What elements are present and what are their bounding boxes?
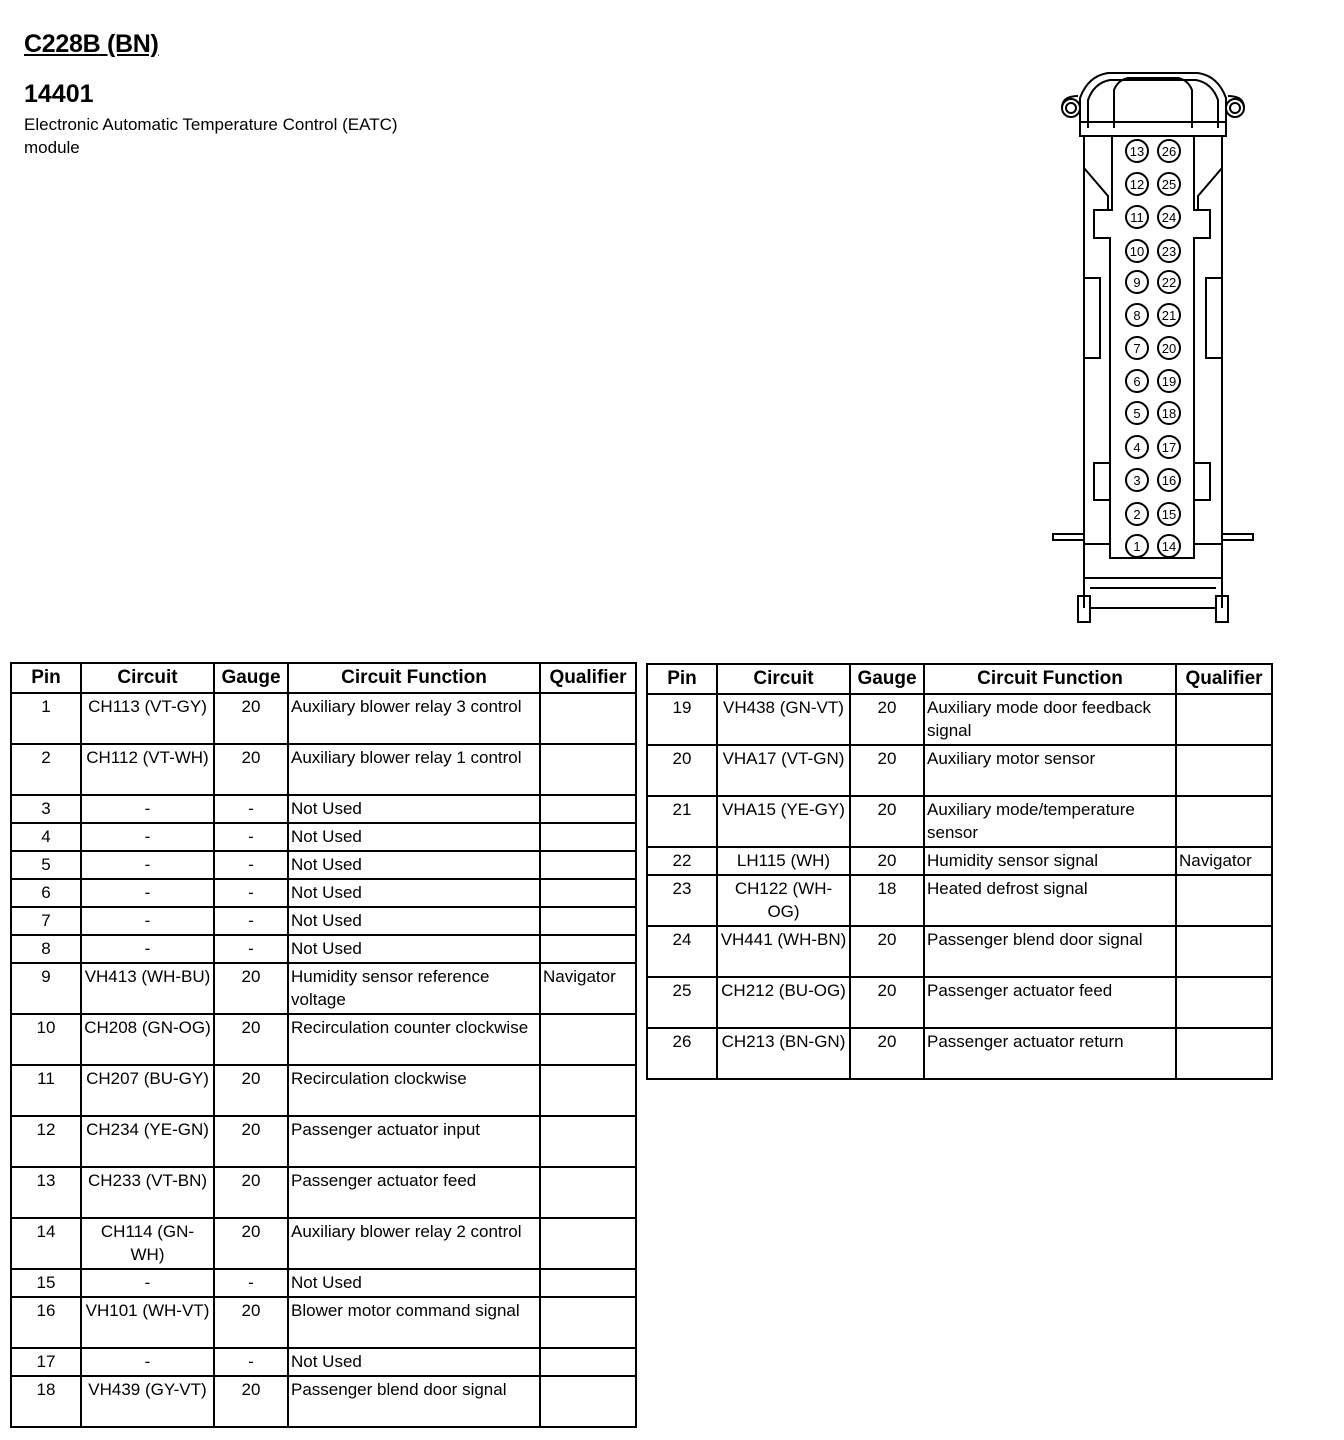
- qualifier-cell: [540, 907, 636, 935]
- qualifier-cell: [540, 851, 636, 879]
- table-row: [647, 977, 1272, 1028]
- pin-cavity-18: [1158, 402, 1180, 424]
- header-qualifier: Qualifier: [540, 663, 636, 693]
- pin-cell: 23: [647, 875, 717, 926]
- pin-cavity-23: [1158, 240, 1180, 262]
- circuit-cell: CH122 (WH-OG): [717, 875, 850, 926]
- header-pin: Pin: [11, 663, 81, 693]
- pin-cavity-16: [1158, 469, 1180, 491]
- component-description: Electronic Automatic Temperature Control (EATC) module: [24, 115, 398, 157]
- circuit-function-cell: Not Used: [288, 795, 540, 823]
- svg-text:10: 10: [1129, 244, 1145, 259]
- table-row: [647, 694, 1272, 745]
- gauge-cell: -: [214, 823, 288, 851]
- connector-face-diagram: [1048, 68, 1258, 630]
- pin-cavity-22: [1158, 271, 1180, 293]
- header-gauge: Gauge: [214, 663, 288, 693]
- circuit-cell: VH438 (GN-VT): [717, 694, 850, 745]
- pin-cavity-9: [1126, 271, 1148, 293]
- gauge-cell: -: [214, 879, 288, 907]
- circuit-cell: CH213 (BN-GN): [717, 1028, 850, 1079]
- pin-cell: 10: [11, 1014, 81, 1065]
- table-row: [11, 1376, 636, 1427]
- header-qualifier: Qualifier: [1176, 664, 1272, 694]
- qualifier-cell: [1176, 875, 1272, 926]
- qualifier-cell: [540, 935, 636, 963]
- pin-cavity-3: [1126, 469, 1148, 491]
- circuit-cell: -: [81, 879, 214, 907]
- gauge-cell: -: [214, 907, 288, 935]
- circuit-cell: -: [81, 935, 214, 963]
- pin-cell: 21: [647, 796, 717, 847]
- circuit-cell: CH208 (GN-OG): [81, 1014, 214, 1065]
- table-header-row: [647, 664, 1272, 694]
- table-row: [11, 935, 636, 963]
- circuit-cell: -: [81, 795, 214, 823]
- pin-cell: 5: [11, 851, 81, 879]
- gauge-cell: 20: [214, 1376, 288, 1427]
- circuit-cell: CH112 (VT-WH): [81, 744, 214, 795]
- svg-text:26: 26: [1161, 144, 1177, 159]
- pin-cell: 19: [647, 694, 717, 745]
- qualifier-cell: [1176, 796, 1272, 847]
- circuit-function-cell: Auxiliary mode/temperature sensor: [924, 796, 1176, 847]
- qualifier-cell: [540, 693, 636, 744]
- table-row: [11, 693, 636, 744]
- header-circuit-function: Circuit Function: [924, 664, 1176, 694]
- table-row: [647, 875, 1272, 926]
- gauge-cell: 20: [850, 694, 924, 745]
- circuit-function-cell: Not Used: [288, 823, 540, 851]
- svg-text:3: 3: [1133, 473, 1141, 488]
- table-row: [11, 879, 636, 907]
- gauge-cell: -: [214, 851, 288, 879]
- table-row: [11, 1167, 636, 1218]
- qualifier-cell: [540, 1014, 636, 1065]
- qualifier-cell: [1176, 745, 1272, 796]
- header-pin: Pin: [647, 664, 717, 694]
- pin-cavity-26: [1158, 140, 1180, 162]
- svg-text:23: 23: [1161, 244, 1177, 259]
- pin-cell: 13: [11, 1167, 81, 1218]
- pin-cavity-17: [1158, 436, 1180, 458]
- circuit-function-cell: Not Used: [288, 907, 540, 935]
- gauge-cell: 20: [214, 1297, 288, 1348]
- table-row: [11, 823, 636, 851]
- gauge-cell: 20: [214, 1065, 288, 1116]
- svg-text:14: 14: [1161, 539, 1177, 554]
- circuit-cell: VH439 (GY-VT): [81, 1376, 214, 1427]
- circuit-function-cell: Passenger actuator feed: [288, 1167, 540, 1218]
- circuit-function-cell: Auxiliary mode door feedback signal: [924, 694, 1176, 745]
- table-row: [11, 1116, 636, 1167]
- qualifier-cell: [1176, 926, 1272, 977]
- gauge-cell: 20: [214, 1167, 288, 1218]
- gauge-cell: -: [214, 935, 288, 963]
- svg-text:11: 11: [1130, 210, 1144, 225]
- svg-text:18: 18: [1161, 406, 1177, 421]
- gauge-cell: -: [214, 795, 288, 823]
- table-row: [11, 1065, 636, 1116]
- svg-text:4: 4: [1133, 440, 1141, 455]
- table-row: [11, 795, 636, 823]
- gauge-cell: 20: [214, 1014, 288, 1065]
- pin-cell: 1: [11, 693, 81, 744]
- pin-cavity-24: [1158, 206, 1180, 228]
- circuit-function-cell: Not Used: [288, 935, 540, 963]
- circuit-cell: LH115 (WH): [717, 847, 850, 875]
- pin-cell: 4: [11, 823, 81, 851]
- svg-text:22: 22: [1161, 275, 1177, 290]
- svg-text:9: 9: [1133, 275, 1141, 290]
- pin-cell: 12: [11, 1116, 81, 1167]
- header-gauge: Gauge: [850, 664, 924, 694]
- circuit-function-cell: Recirculation clockwise: [288, 1065, 540, 1116]
- svg-text:19: 19: [1161, 374, 1177, 389]
- circuit-cell: CH113 (VT-GY): [81, 693, 214, 744]
- pin-cell: 11: [11, 1065, 81, 1116]
- circuit-function-cell: Heated defrost signal: [924, 875, 1176, 926]
- circuit-cell: -: [81, 1348, 214, 1376]
- table-row: [11, 744, 636, 795]
- table-row: [11, 1348, 636, 1376]
- circuit-cell: CH233 (VT-BN): [81, 1167, 214, 1218]
- pin-cell: 9: [11, 963, 81, 1014]
- pin-cell: 14: [11, 1218, 81, 1269]
- gauge-cell: 20: [850, 926, 924, 977]
- circuit-function-cell: Auxiliary blower relay 1 control: [288, 744, 540, 795]
- qualifier-cell: [540, 1348, 636, 1376]
- pin-cell: 16: [11, 1297, 81, 1348]
- qualifier-cell: [1176, 977, 1272, 1028]
- gauge-cell: -: [214, 1348, 288, 1376]
- qualifier-cell: Navigator: [1176, 847, 1272, 875]
- pin-cavity-1: [1126, 535, 1148, 557]
- circuit-cell: VH441 (WH-BN): [717, 926, 850, 977]
- circuit-function-cell: Not Used: [288, 1269, 540, 1297]
- gauge-cell: 20: [850, 977, 924, 1028]
- circuit-function-cell: Passenger actuator return: [924, 1028, 1176, 1079]
- pin-cavity-2: [1126, 503, 1148, 525]
- svg-text:1: 1: [1133, 539, 1141, 554]
- pin-cavity-7: [1126, 337, 1148, 359]
- circuit-cell: VH413 (WH-BU): [81, 963, 214, 1014]
- circuit-function-cell: Auxiliary blower relay 3 control: [288, 693, 540, 744]
- pinout-table-left: [10, 662, 637, 1428]
- circuit-cell: -: [81, 907, 214, 935]
- pin-cell: 8: [11, 935, 81, 963]
- qualifier-cell: [540, 1065, 636, 1116]
- circuit-cell: -: [81, 851, 214, 879]
- pin-cell: 17: [11, 1348, 81, 1376]
- table-row: [11, 851, 636, 879]
- gauge-cell: 20: [214, 1116, 288, 1167]
- qualifier-cell: [540, 1116, 636, 1167]
- circuit-function-cell: Auxiliary blower relay 2 control: [288, 1218, 540, 1269]
- pin-cavity-25: [1158, 173, 1180, 195]
- svg-text:24: 24: [1161, 210, 1177, 225]
- pin-cavity-11: [1126, 206, 1148, 228]
- circuit-cell: CH234 (YE-GN): [81, 1116, 214, 1167]
- pin-cell: 15: [11, 1269, 81, 1297]
- pin-cell: 26: [647, 1028, 717, 1079]
- table-row: [11, 1297, 636, 1348]
- svg-text:12: 12: [1129, 177, 1145, 192]
- circuit-function-cell: Passenger blend door signal: [288, 1376, 540, 1427]
- gauge-cell: 20: [850, 847, 924, 875]
- pin-cell: 25: [647, 977, 717, 1028]
- table-row: [647, 1028, 1272, 1079]
- pin-cell: 7: [11, 907, 81, 935]
- pin-cavity-4: [1126, 436, 1148, 458]
- circuit-function-cell: Humidity sensor reference voltage: [288, 963, 540, 1014]
- pin-cell: 2: [11, 744, 81, 795]
- circuit-function-cell: Not Used: [288, 1348, 540, 1376]
- pin-cell: 3: [11, 795, 81, 823]
- svg-text:13: 13: [1129, 144, 1145, 159]
- pin-cavity-6: [1126, 370, 1148, 392]
- table-row: [11, 1218, 636, 1269]
- svg-text:6: 6: [1133, 374, 1141, 389]
- pin-cell: 18: [11, 1376, 81, 1427]
- part-number: 14401: [24, 80, 94, 108]
- circuit-function-cell: Recirculation counter clockwise: [288, 1014, 540, 1065]
- pin-cavity-5: [1126, 402, 1148, 424]
- pin-cavity-14: [1158, 535, 1180, 557]
- circuit-function-cell: Passenger blend door signal: [924, 926, 1176, 977]
- table-row: [647, 796, 1272, 847]
- qualifier-cell: [540, 744, 636, 795]
- gauge-cell: -: [214, 1269, 288, 1297]
- connector-title: C228B (BN): [24, 30, 159, 58]
- header-circuit: Circuit: [81, 663, 214, 693]
- circuit-cell: VHA17 (VT-GN): [717, 745, 850, 796]
- gauge-cell: 20: [214, 963, 288, 1014]
- pin-cell: 22: [647, 847, 717, 875]
- circuit-function-cell: Not Used: [288, 851, 540, 879]
- qualifier-cell: [540, 795, 636, 823]
- svg-text:20: 20: [1161, 341, 1177, 356]
- pin-cavity-12: [1126, 173, 1148, 195]
- svg-text:8: 8: [1133, 308, 1141, 323]
- pin-cavity-20: [1158, 337, 1180, 359]
- header-circuit-function: Circuit Function: [288, 663, 540, 693]
- svg-text:2: 2: [1133, 507, 1141, 522]
- circuit-cell: CH212 (BU-OG): [717, 977, 850, 1028]
- pin-cavity-10: [1126, 240, 1148, 262]
- table-header-row: [11, 663, 636, 693]
- svg-text:15: 15: [1161, 507, 1177, 522]
- circuit-function-cell: Passenger actuator input: [288, 1116, 540, 1167]
- qualifier-cell: [540, 1167, 636, 1218]
- pin-cavity-15: [1158, 503, 1180, 525]
- qualifier-cell: [540, 1376, 636, 1427]
- pinout-table-right: [646, 663, 1273, 1080]
- pin-cavity-13: [1126, 140, 1148, 162]
- qualifier-cell: Navigator: [540, 963, 636, 1014]
- pin-cavity-8: [1126, 304, 1148, 326]
- circuit-cell: VH101 (WH-VT): [81, 1297, 214, 1348]
- qualifier-cell: [540, 1218, 636, 1269]
- header-circuit: Circuit: [717, 664, 850, 694]
- circuit-function-cell: Passenger actuator feed: [924, 977, 1176, 1028]
- qualifier-cell: [540, 879, 636, 907]
- svg-text:17: 17: [1161, 440, 1177, 455]
- table-row: [11, 963, 636, 1014]
- circuit-cell: -: [81, 823, 214, 851]
- svg-text:16: 16: [1161, 473, 1177, 488]
- pin-cavity-21: [1158, 304, 1180, 326]
- gauge-cell: 20: [850, 745, 924, 796]
- pin-cell: 24: [647, 926, 717, 977]
- qualifier-cell: [540, 823, 636, 851]
- qualifier-cell: [540, 1269, 636, 1297]
- svg-text:7: 7: [1133, 341, 1141, 356]
- circuit-function-cell: Auxiliary motor sensor: [924, 745, 1176, 796]
- circuit-cell: CH207 (BU-GY): [81, 1065, 214, 1116]
- gauge-cell: 18: [850, 875, 924, 926]
- pin-cell: 20: [647, 745, 717, 796]
- table-row: [647, 745, 1272, 796]
- table-row: [11, 1014, 636, 1065]
- gauge-cell: 20: [850, 1028, 924, 1079]
- pin-cavity-19: [1158, 370, 1180, 392]
- gauge-cell: 20: [214, 744, 288, 795]
- qualifier-cell: [1176, 694, 1272, 745]
- table-row: [11, 1269, 636, 1297]
- svg-text:5: 5: [1133, 406, 1141, 421]
- svg-text:25: 25: [1161, 177, 1177, 192]
- gauge-cell: 20: [214, 1218, 288, 1269]
- circuit-function-cell: Blower motor command signal: [288, 1297, 540, 1348]
- qualifier-cell: [1176, 1028, 1272, 1079]
- circuit-cell: CH114 (GN-WH): [81, 1218, 214, 1269]
- gauge-cell: 20: [850, 796, 924, 847]
- pin-cell: 6: [11, 879, 81, 907]
- circuit-function-cell: Humidity sensor signal: [924, 847, 1176, 875]
- qualifier-cell: [540, 1297, 636, 1348]
- gauge-cell: 20: [214, 693, 288, 744]
- table-row: [647, 926, 1272, 977]
- table-row: [11, 907, 636, 935]
- svg-text:21: 21: [1161, 308, 1177, 323]
- circuit-cell: -: [81, 1269, 214, 1297]
- circuit-cell: VHA15 (YE-GY): [717, 796, 850, 847]
- table-row: [647, 847, 1272, 875]
- circuit-function-cell: Not Used: [288, 879, 540, 907]
